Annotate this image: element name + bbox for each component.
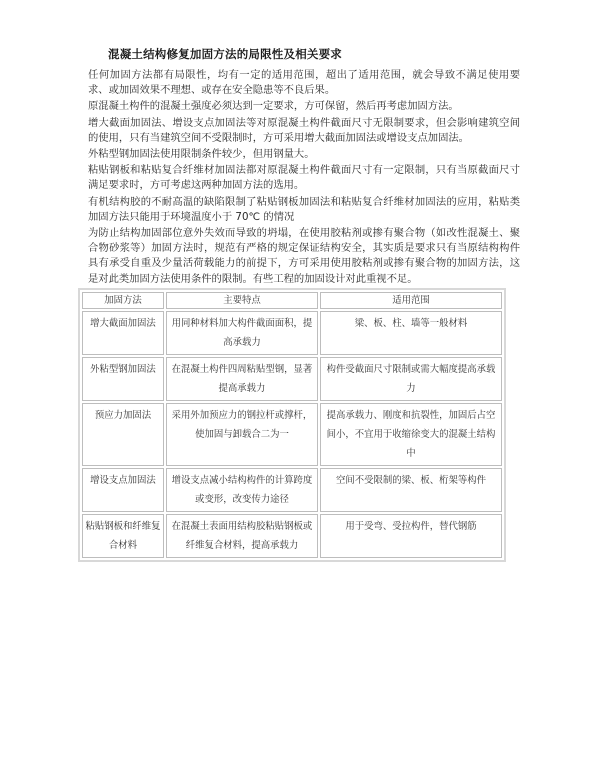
- table-cell: 预应力加固法: [82, 403, 164, 466]
- table-cell: 粘贴钢板和纤维复合材料: [82, 514, 164, 558]
- table-cell: 外粘型钢加固法: [82, 357, 164, 401]
- table-header-scope: 适用范围: [320, 292, 502, 309]
- table-header-method: 加固方法: [82, 292, 164, 309]
- paragraph: 为防止结构加固部位意外失效而导致的坍塌，在使用胶粘剂或掺有聚合物（如改性混凝土、聚合物砂浆等）加固方法时，规范有严格的规定保证结构安全，其实质是要求只有当原结构构件具有承受自重及少量活荷载能力的前提下，方可采用使用胶粘剂或掺有聚合物的加固方法，这是对此类加固方法使用条件的限制。有些工程的加固设计对此重视不足。: [88, 227, 520, 285]
- table-cell: 增设支点减小结构构件的计算跨度或变形，改变传力途径: [166, 468, 318, 512]
- table-cell: 梁、板、柱、墙等一般材料: [320, 311, 502, 355]
- table-cell: 在混凝土构件四周粘贴型钢，显著提高承载力: [166, 357, 318, 401]
- table-row: [82, 311, 502, 355]
- table-cell: 采用外加预应力的钢拉杆或撑杆，使加固与卸载合二为一: [166, 403, 318, 466]
- paragraph: 任何加固方法都有局限性，均有一定的适用范围，超出了适用范围，就会导致不满足使用要求、或加固效果不理想、或存在安全隐患等不良后果。: [88, 69, 520, 97]
- table-header-features: 主要特点: [166, 292, 318, 309]
- paragraph: 增大截面加固法、增设支点加固法等对原混凝土构件截面尺寸无限制要求，但会影响建筑空间的使用，只有当建筑空间不受限制时，方可采用增大截面加固法或增设支点加固法。: [88, 116, 520, 144]
- table-cell: 构件受截面尺寸限制或需大幅度提高承载力: [320, 357, 502, 401]
- document-body: [88, 68, 520, 287]
- table-header-row: [82, 292, 502, 309]
- paragraph: 粘贴钢板和粘贴复合纤维材加固法都对原混凝土构件截面尺寸有一定限制，只有当原截面尺寸满足要求时，方可考虑这两种加固方法的选用。: [88, 164, 520, 192]
- table-cell: 用于受弯、受拉构件，替代钢筋: [320, 514, 502, 558]
- table-cell: 增设支点加固法: [82, 468, 164, 512]
- table-row: [82, 403, 502, 466]
- table-cell: 增大截面加固法: [82, 311, 164, 355]
- table-row: [82, 514, 502, 558]
- methods-table: [78, 288, 506, 562]
- document-page: [85, 46, 520, 562]
- table-cell: 在混凝土表面用结构胶粘贴钢板或纤维复合材料，提高承载力: [166, 514, 318, 558]
- table-cell: 用同种材料加大构件截面面积，提高承载力: [166, 311, 318, 355]
- paragraph: 有机结构胶的不耐高温的缺陷限制了粘贴钢板加固法和粘贴复合纤维材加固法的应用，粘贴类加固方法只能用于环境温度小于 70℃ 的情况: [88, 195, 520, 223]
- table-row: [82, 357, 502, 401]
- table-cell: 空间不受限制的梁、板、桁架等构件: [320, 468, 502, 512]
- paragraph: 原混凝土构件的混凝土强度必须达到一定要求，方可保留，然后再考虑加固方法。: [88, 100, 459, 113]
- table-row: [82, 468, 502, 512]
- document-title: 混凝土结构修复加固方法的局限性及相关要求: [108, 47, 342, 61]
- table-cell: 提高承载力、刚度和抗裂性，加固后占空间小，不宜用于收缩徐变大的混凝土结构中: [320, 403, 502, 466]
- paragraph: 外粘型钢加固法使用限制条件较少，但用钢量大。: [88, 148, 315, 161]
